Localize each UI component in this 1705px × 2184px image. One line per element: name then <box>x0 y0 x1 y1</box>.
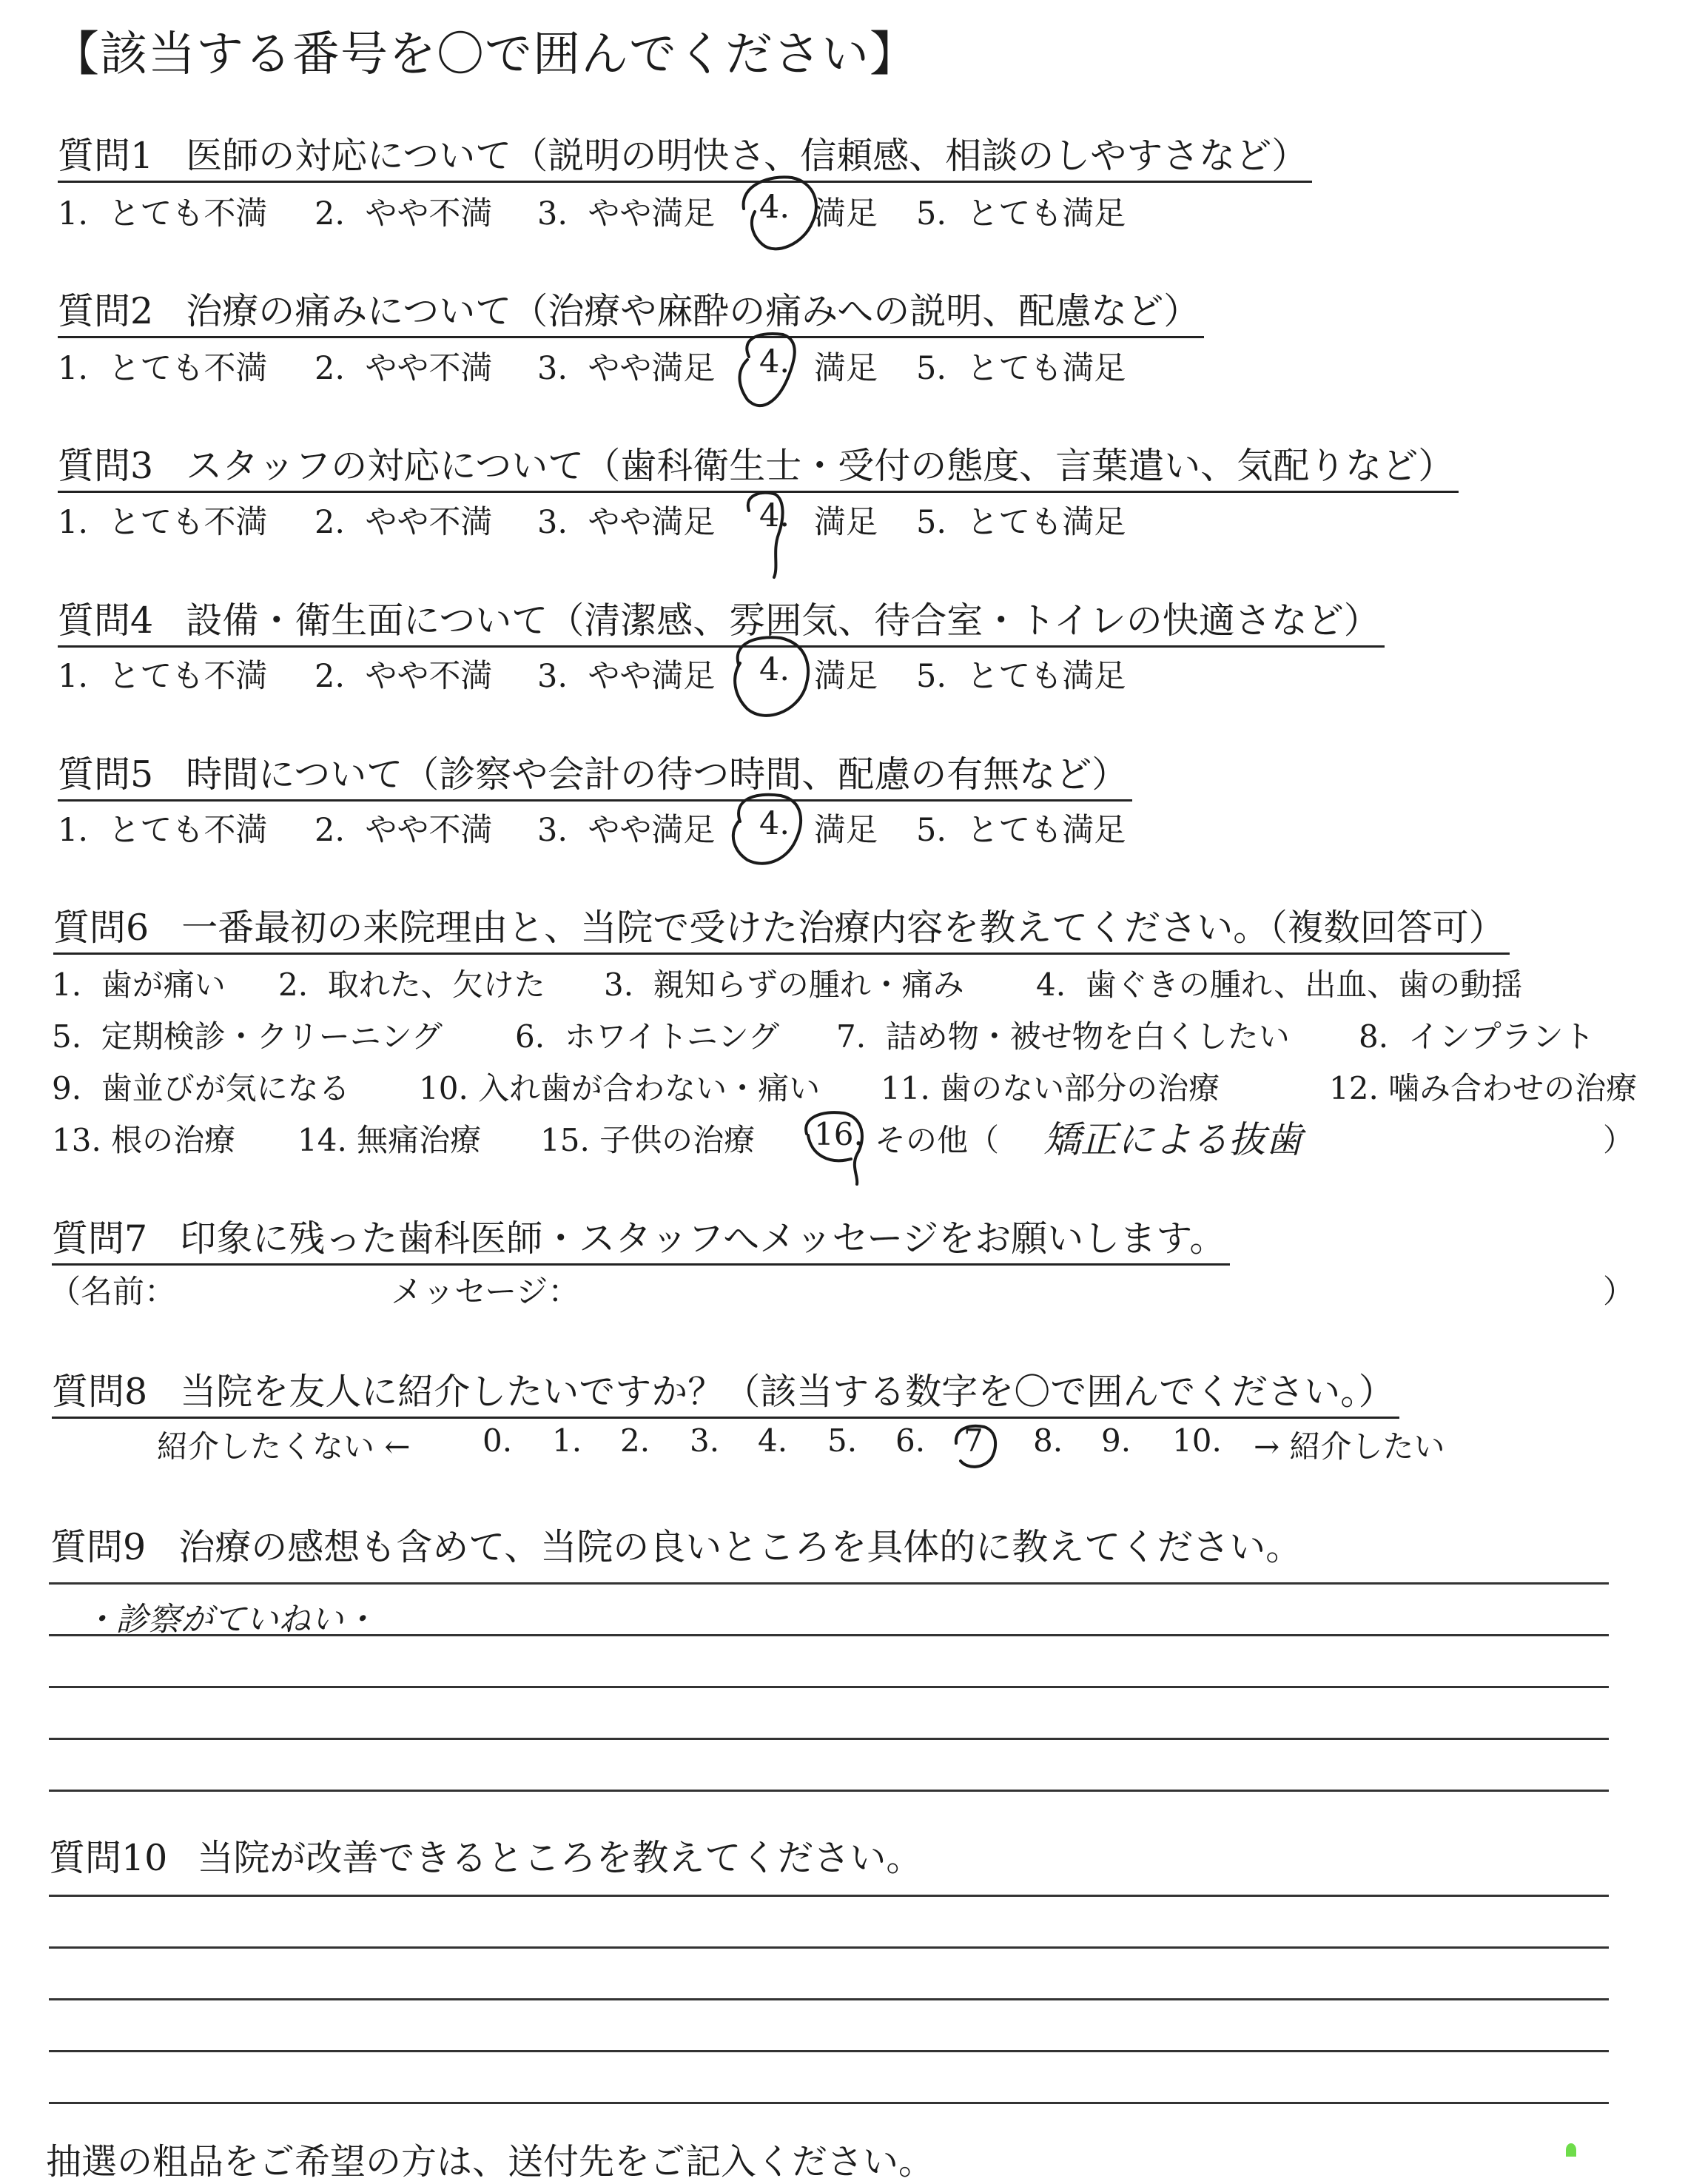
q5-title <box>58 746 1132 802</box>
q6-option-6[interactable]: 6. ホワイトニング <box>515 1018 779 1055</box>
q4-option-5[interactable]: 5. とても満足 <box>916 658 1126 695</box>
q8-scale-0[interactable]: 0. <box>482 1422 513 1459</box>
q4-title <box>58 592 1385 648</box>
q6-option-14[interactable]: 14. 無痛治療 <box>297 1122 482 1158</box>
q1-option-5[interactable]: 5. とても満足 <box>916 195 1126 232</box>
q5-option-3[interactable]: 3. やや満足 <box>537 812 716 849</box>
q5-option-5[interactable]: 5. とても満足 <box>916 812 1126 849</box>
q2-number: 質問2 <box>58 290 154 332</box>
q9-handwritten-answer[interactable]: ・診察がていねい・ <box>83 1601 376 1639</box>
q2-option-3[interactable]: 3. やや満足 <box>537 350 716 387</box>
q10-number: 質問10 <box>49 1837 168 1879</box>
q5-number: 質問5 <box>58 753 154 796</box>
q5-text: 時間について（診察や会計の待つ時間、配慮の有無など） <box>186 753 1129 796</box>
q3-option-3[interactable]: 3. やや満足 <box>537 504 716 541</box>
q4-option-4-label: 満足 <box>814 658 878 695</box>
q6-option-1[interactable]: 1. 歯が痛い <box>52 967 226 1003</box>
q6-other-label: その他（ <box>875 1122 1000 1158</box>
q10-text: 当院が改善できるところを教えてください。 <box>197 1837 923 1879</box>
q10-line-4[interactable] <box>49 2050 1609 2052</box>
q8-right-label: → 紹介したい <box>1254 1428 1445 1465</box>
q2-text: 治療の痛みについて（治療や麻酔の痛みへの説明、配慮など） <box>186 290 1200 332</box>
q1-option-1[interactable]: 1. とても不満 <box>58 195 268 232</box>
q8-scale-8[interactable]: 8. <box>1033 1422 1063 1459</box>
q8-scale-4[interactable]: 4. <box>758 1422 788 1459</box>
q5-option-1[interactable]: 1. とても不満 <box>58 812 268 849</box>
q1-option-2[interactable]: 2. やや不満 <box>315 195 493 232</box>
form-header: 【該当する番号を〇で囲んでください】 <box>52 27 918 82</box>
q6-option-9[interactable]: 9. 歯並びが気になる <box>52 1070 350 1106</box>
q6-option-11[interactable]: 11. 歯のない部分の治療 <box>881 1070 1220 1106</box>
q2-title <box>58 283 1204 338</box>
q4-text: 設備・衛生面について（清潔感、雰囲気、待合室・トイレの快適さなど） <box>186 599 1380 642</box>
q10-line-2[interactable] <box>49 1946 1609 1949</box>
q2-option-2[interactable]: 2. やや不満 <box>315 350 493 387</box>
q8-title <box>52 1363 1399 1419</box>
q8-scale-10[interactable]: 10. <box>1172 1422 1222 1459</box>
q1-number: 質問1 <box>58 135 154 177</box>
q5-option-4[interactable]: 4. <box>759 805 790 842</box>
q6-option-5[interactable]: 5. 定期検診・クリーニング <box>52 1018 443 1055</box>
q2-option-5[interactable]: 5. とても満足 <box>916 350 1126 387</box>
q8-scale-2[interactable]: 2. <box>620 1422 650 1459</box>
q8-number: 質問8 <box>52 1371 148 1413</box>
q9-line-4[interactable] <box>49 1738 1609 1740</box>
q4-option-4[interactable]: 4. <box>759 651 790 688</box>
q3-option-5[interactable]: 5. とても満足 <box>916 504 1126 541</box>
q6-option-15[interactable]: 15. 子供の治療 <box>540 1122 756 1158</box>
q4-number: 質問4 <box>58 599 154 642</box>
q9-line-5[interactable] <box>49 1790 1609 1792</box>
q9-line-3[interactable] <box>49 1686 1609 1688</box>
q8-scale-7[interactable]: 7 <box>964 1422 983 1459</box>
q8-scale-9[interactable]: 9. <box>1101 1422 1131 1459</box>
q10-line-3[interactable] <box>49 1998 1609 2000</box>
q3-text: スタッフの対応について（歯科衛生士・受付の態度、言葉遣い、気配りなど） <box>186 445 1455 487</box>
q6-text: 一番最初の来院理由と、当院で受けた治療内容を教えてください。（複数回答可） <box>181 907 1505 949</box>
q2-option-4-label: 満足 <box>814 350 878 387</box>
q4-option-3[interactable]: 3. やや満足 <box>537 658 716 695</box>
q6-title <box>53 899 1510 955</box>
q7-message-label: メッセージ： <box>391 1274 580 1311</box>
q6-number: 質問6 <box>53 907 149 949</box>
q1-title <box>58 127 1312 183</box>
q8-scale-1[interactable]: 1. <box>552 1422 582 1459</box>
q6-option-3[interactable]: 3. 親知らずの腫れ・痛み <box>604 967 964 1003</box>
q9-text: 治療の感想も含めて、当院の良いところを具体的に教えてください。 <box>178 1526 1302 1568</box>
q6-option-10[interactable]: 10. 入れ歯が合わない・痛い <box>419 1070 821 1106</box>
q7-close-paren: ） <box>1603 1274 1635 1311</box>
q5-option-2[interactable]: 2. やや不満 <box>315 812 493 849</box>
q6-other-close: ） <box>1603 1122 1635 1158</box>
q3-option-1[interactable]: 1. とても不満 <box>58 504 268 541</box>
q6-option-13[interactable]: 13. 根の治療 <box>52 1122 236 1158</box>
q8-scale-6[interactable]: 6. <box>895 1422 926 1459</box>
q7-number: 質問7 <box>52 1217 148 1260</box>
q3-option-4[interactable]: 4. <box>759 497 790 534</box>
q6-option-8[interactable]: 8. インプラント <box>1359 1018 1595 1055</box>
q9-title <box>50 1519 1306 1572</box>
q6-option-2[interactable]: 2. 取れた、欠けた <box>278 967 545 1003</box>
q7-name-label: （名前： <box>49 1274 176 1311</box>
q2-option-1[interactable]: 1. とても不満 <box>58 350 268 387</box>
q8-scale-3[interactable]: 3. <box>690 1422 720 1459</box>
q8-left-label: 紹介したくない ← <box>157 1428 411 1465</box>
q9-number: 質問9 <box>50 1526 147 1568</box>
footer-partial-text: 抽選の粗品をご希望の方は、送付先をご記入ください。 <box>46 2141 935 2183</box>
q10-line-5[interactable] <box>49 2102 1609 2104</box>
q3-option-2[interactable]: 2. やや不満 <box>315 504 493 541</box>
q6-option-16[interactable]: 16. <box>814 1116 864 1152</box>
q9-line-2[interactable] <box>49 1634 1609 1636</box>
green-mark <box>1566 2143 1576 2157</box>
q3-number: 質問3 <box>58 445 154 487</box>
q6-option-4[interactable]: 4. 歯ぐきの腫れ、出血、歯の動揺 <box>1036 967 1523 1003</box>
q6-option-7[interactable]: 7. 詰め物・被せ物を白くしたい <box>836 1018 1290 1055</box>
q5-option-4-label: 満足 <box>814 812 878 849</box>
q9-line-1[interactable] <box>49 1582 1609 1585</box>
q1-text: 医師の対応について（説明の明快さ、信頼感、相談のしやすさなど） <box>186 135 1308 177</box>
q8-scale-5[interactable]: 5. <box>827 1422 858 1459</box>
q3-title <box>58 437 1459 493</box>
q1-option-4[interactable]: 4. <box>759 189 790 226</box>
q4-option-2[interactable]: 2. やや不満 <box>315 658 493 695</box>
q10-line-1[interactable] <box>49 1895 1609 1897</box>
q4-option-1[interactable]: 1. とても不満 <box>58 658 268 695</box>
q10-title <box>49 1829 927 1883</box>
q3-option-4-label: 満足 <box>814 504 878 541</box>
q2-option-4[interactable]: 4. <box>759 343 790 380</box>
q7-title <box>52 1210 1230 1266</box>
q7-text: 印象に残った歯科医師・スタッフへメッセージをお願いします。 <box>180 1217 1226 1260</box>
q6-option-12[interactable]: 12. 噛み合わせの治療 <box>1329 1070 1638 1106</box>
q1-option-4-label: 満足 <box>814 195 878 232</box>
q8-text: 当院を友人に紹介したいですか？（該当する数字を〇で囲んでください。） <box>180 1371 1395 1413</box>
q6-other-handwritten[interactable]: 矯正による抜歯 <box>1043 1118 1302 1161</box>
q1-option-3[interactable]: 3. やや満足 <box>537 195 716 232</box>
